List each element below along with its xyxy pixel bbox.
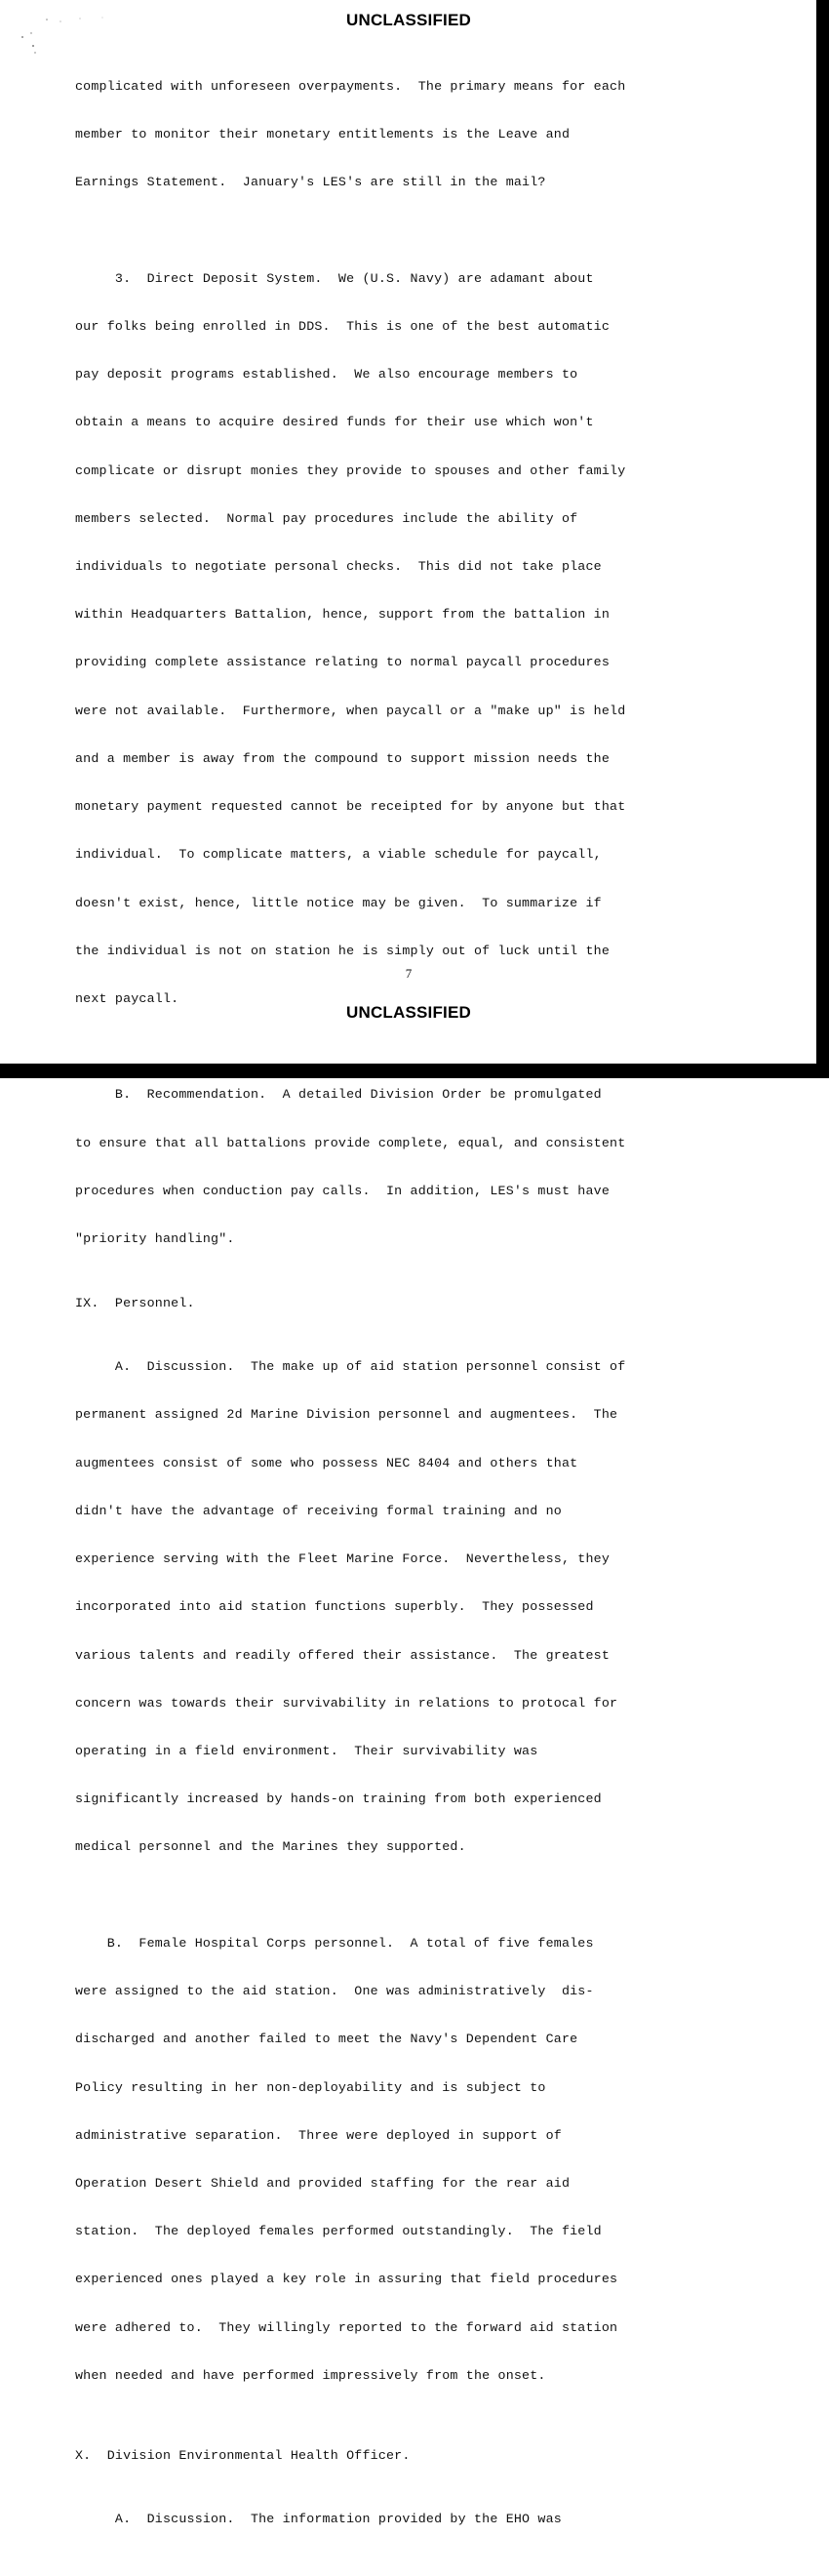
text-line: and a member is away from the compound to support mission needs the: [75, 750, 611, 766]
text-line: medical personnel and the Marines they supported.: [75, 1839, 466, 1855]
text-line: didn't have the advantage of receiving formal training and no: [75, 1503, 562, 1518]
text-line: "priority handling".: [75, 1231, 235, 1247]
text-line: complicate or disrupt monies they provide to spouses and other family: [75, 463, 626, 478]
text-line: administrative separation. Three were deployed in support of: [75, 2127, 562, 2143]
personnel-discussion-paragraph: [75, 1327, 758, 1887]
text-line: monetary payment requested cannot be receipted for by anyone but that: [75, 799, 626, 815]
text-line: our folks being enrolled in DDS. This is one of the best automatic: [75, 318, 611, 334]
text-line: augmentees consist of some who possess NEC 8404 and others that: [75, 1455, 578, 1470]
section-heading-eho: X. Division Environmental Health Officer.: [75, 2447, 411, 2463]
text-line: A. Discussion. The information provided by the EHO was: [75, 2512, 562, 2527]
text-line: Earnings Statement. January's LES's are still in the mail?: [75, 175, 546, 190]
text-line: operating in a field environment. Their survivability was: [75, 1744, 538, 1758]
text-line: members selected. Normal pay procedures include the ability of: [75, 510, 578, 526]
text-line: various talents and readily offered their assistance. The greatest: [75, 1647, 611, 1663]
text-line: permanent assigned 2d Marine Division personnel and augmentees. The: [75, 1407, 618, 1423]
text-line: experience serving with the Fleet Marine Force. Nevertheless, they: [75, 1551, 611, 1567]
scan-edge-bottom: [0, 1064, 829, 1078]
text-line: doesn't exist, hence, little notice may be given. To summarize if: [75, 895, 602, 910]
eho-discussion-paragraph: [75, 2480, 758, 2560]
text-line: B. Female Hospital Corps personnel. A total of five females: [75, 1935, 594, 1951]
text-line: discharged and another failed to meet the Navy's Dependent Care: [75, 2032, 578, 2047]
text-line: were adhered to. They willingly reported to the forward aid station: [75, 2319, 618, 2335]
text-line: providing complete assistance relating to normal paycall procedures: [75, 655, 611, 670]
text-line: A. Discussion. The make up of aid station personnel consist of: [75, 1359, 626, 1375]
continuation-paragraph: [75, 47, 758, 222]
text-line: next paycall.: [75, 990, 179, 1006]
text-line: when needed and have performed impressively from the onset.: [75, 2367, 546, 2383]
text-line: individuals to negotiate personal checks. This did not take place: [75, 558, 602, 574]
text-line: to ensure that all battalions provide complete, equal, and consistent: [75, 1135, 626, 1150]
text-line: individual. To complicate matters, a viable schedule for paycall,: [75, 847, 602, 863]
text-line: procedures when conduction pay calls. In addition, LES's must have: [75, 1183, 611, 1198]
classification-header: UNCLASSIFIED: [345, 11, 472, 29]
document-body: [75, 47, 758, 2576]
text-line: station. The deployed females performed outstandingly. The field: [75, 2224, 602, 2239]
text-line: significantly increased by hands-on training from both experienced: [75, 1791, 602, 1807]
text-line: incorporated into aid station functions superbly. They possessed: [75, 1599, 594, 1615]
text-line: pay deposit programs established. We also encourage members to: [75, 367, 578, 382]
text-line: concern was towards their survivability in relations to protocal for: [75, 1695, 618, 1711]
text-line: 3. Direct Deposit System. We (U.S. Navy) are adamant about: [75, 270, 594, 286]
page-number: 7: [405, 966, 413, 981]
text-line: experienced ones played a key role in assuring that field procedures: [75, 2272, 618, 2287]
text-line: were assigned to the aid station. One was administratively dis-: [75, 1984, 594, 1999]
text-line: within Headquarters Battalion, hence, support from the battalion in: [75, 607, 611, 623]
text-line: Policy resulting in her non-deployability and is subject to: [75, 2079, 546, 2095]
classification-footer: UNCLASSIFIED: [345, 1003, 472, 1022]
text-line: member to monitor their monetary entitlements is the Leave and: [75, 127, 571, 142]
section-heading-personnel: IX. Personnel.: [75, 1295, 195, 1310]
scan-edge-right: [816, 0, 829, 1078]
text-line: obtain a means to acquire desired funds for their use which won't: [75, 415, 594, 430]
text-line: the individual is not on station he is simply out of luck until the: [75, 943, 611, 958]
text-line: complicated with unforeseen overpayments. The primary means for each: [75, 78, 626, 94]
female-corps-paragraph: [75, 1904, 758, 2416]
direct-deposit-paragraph: [75, 239, 758, 1039]
text-line: Operation Desert Shield and provided staffing for the rear aid: [75, 2175, 571, 2191]
recommendation-paragraph: [75, 1056, 758, 1280]
text-line: were not available. Furthermore, when paycall or a "make up" is held: [75, 703, 626, 718]
text-line: B. Recommendation. A detailed Division Order be promulgated: [75, 1087, 602, 1103]
